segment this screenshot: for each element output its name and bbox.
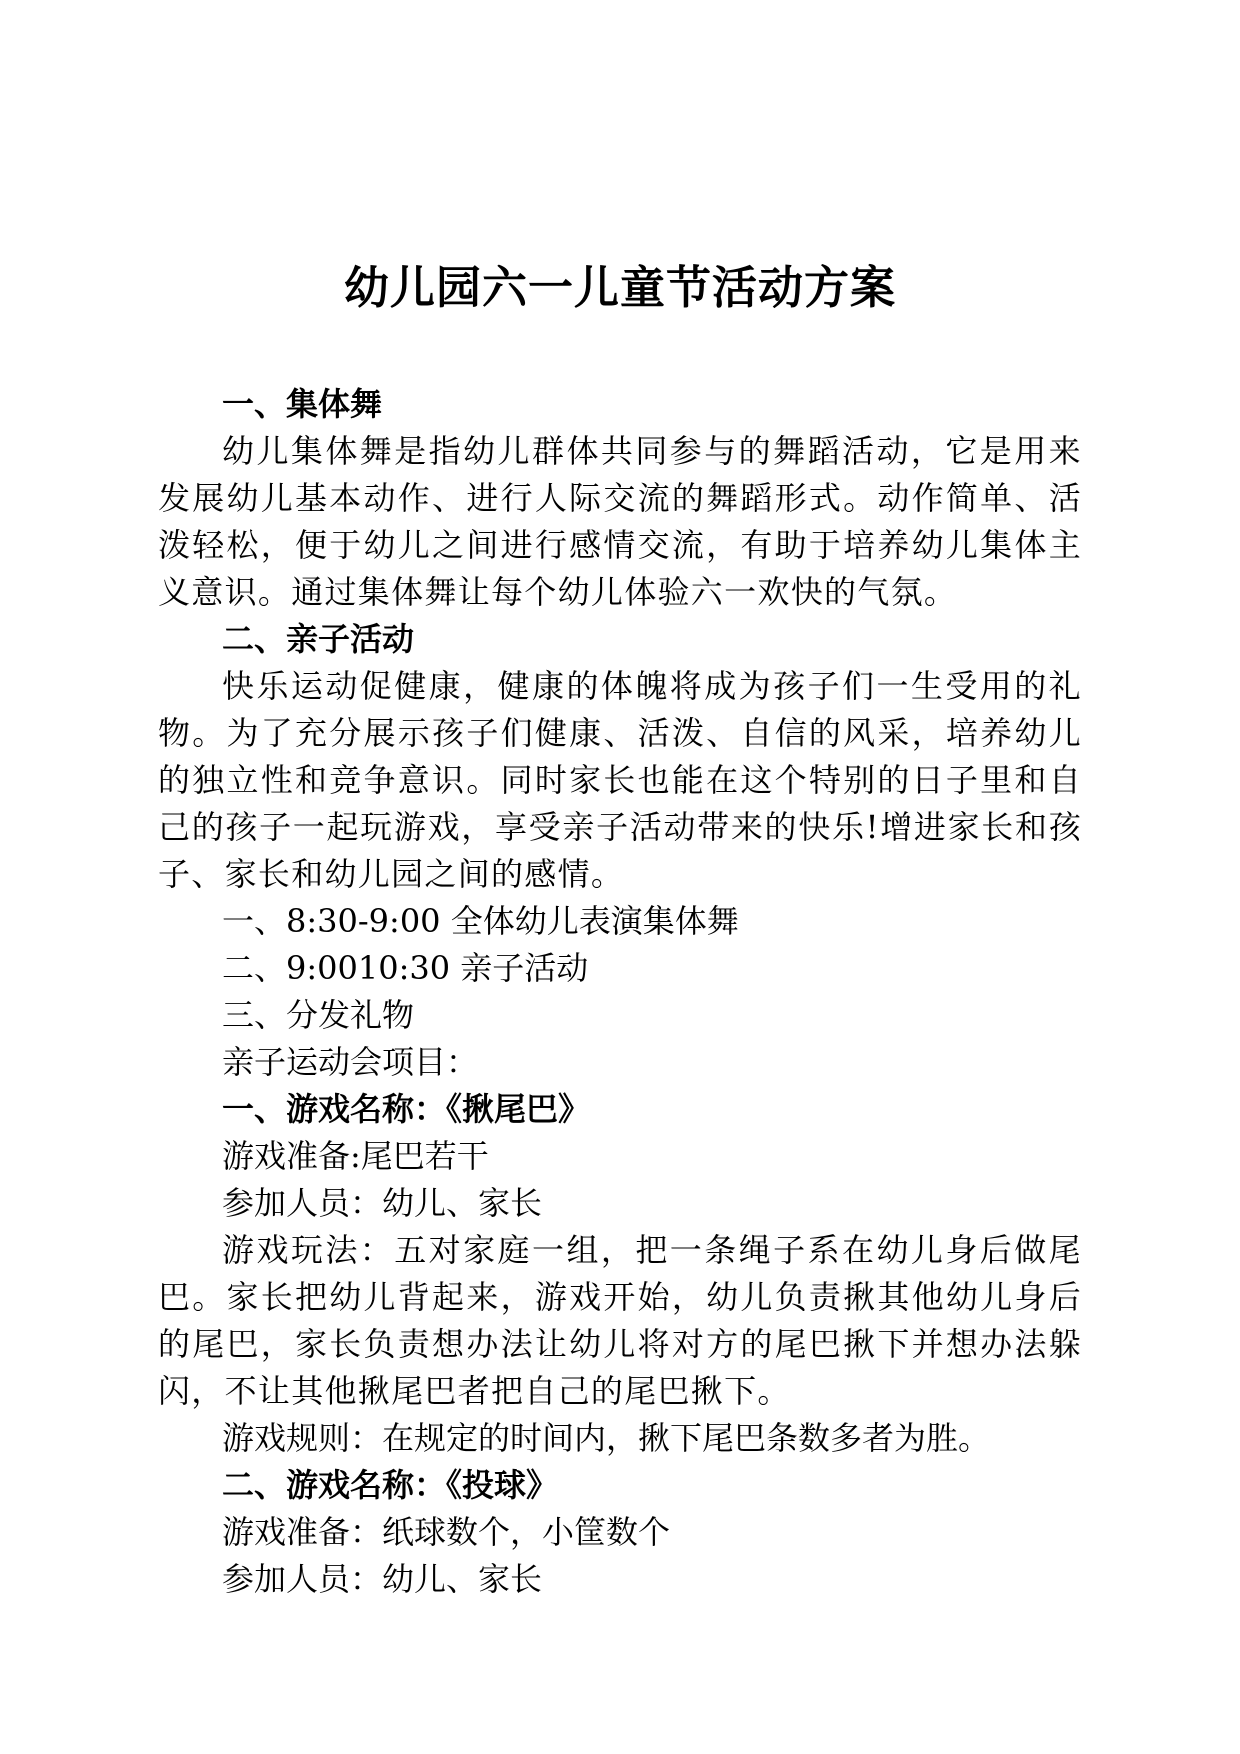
section-heading-parent-child: 二、亲子活动 [222, 620, 415, 658]
document-body [158, 381, 1082, 1603]
schedule-item-1: 一、8:30-9:00 全体幼儿表演集体舞 [222, 902, 739, 940]
game1-rules: 游戏规则：在规定的时间内，揪下尾巴条数多者为胜。 [222, 1419, 991, 1457]
section-heading-group-dance: 一、集体舞 [222, 385, 383, 423]
section-paragraph-group-dance: 幼儿集体舞是指幼儿群体共同参与的舞蹈活动，它是用来发展幼儿基本动作、进行人际交流的舞蹈形式。动作简单、活泼轻松，便于幼儿之间进行感情交流，有助于培养幼儿集体主义意识。通过集体舞让每个幼儿体验六一欢快的气氛。 [158, 432, 1082, 611]
document-title: 幼儿园六一儿童节活动方案 [343, 261, 896, 314]
games-intro: 亲子运动会项目： [222, 1043, 479, 1081]
game1-heading: 一、游戏名称：《揪尾巴》 [222, 1090, 591, 1128]
section-paragraph-parent-child: 快乐运动促健康，健康的体魄将成为孩子们一生受用的礼物。为了充分展示孩子们健康、活泼、自信的风采，培养幼儿的独立性和竞争意识。同时家长也能在这个特别的日子里和自己的孩子一起玩游戏，享受亲子活动带来的快乐!增进家长和孩子、家长和幼儿园之间的感情。 [158, 667, 1082, 893]
schedule-item-3: 三、分发礼物 [222, 996, 415, 1034]
game1-gameplay: 游戏玩法：五对家庭一组，把一条绳子系在幼儿身后做尾巴。家长把幼儿背起来，游戏开始，幼儿负责揪其他幼儿身后的尾巴，家长负责想办法让幼儿将对方的尾巴揪下并想办法躲闪，不让其他揪尾巴者把自己的尾巴揪下。 [158, 1231, 1082, 1410]
game1-preparation: 游戏准备:尾巴若干 [222, 1137, 489, 1175]
game2-preparation: 游戏准备：纸球数个，小筐数个 [222, 1513, 671, 1551]
schedule-item-2: 二、9:0010:30 亲子活动 [222, 949, 589, 987]
game2-participants: 参加人员：幼儿、家长 [222, 1560, 543, 1598]
game1-participants: 参加人员：幼儿、家长 [222, 1184, 543, 1222]
game2-heading: 二、游戏名称：《投球》 [222, 1466, 559, 1504]
